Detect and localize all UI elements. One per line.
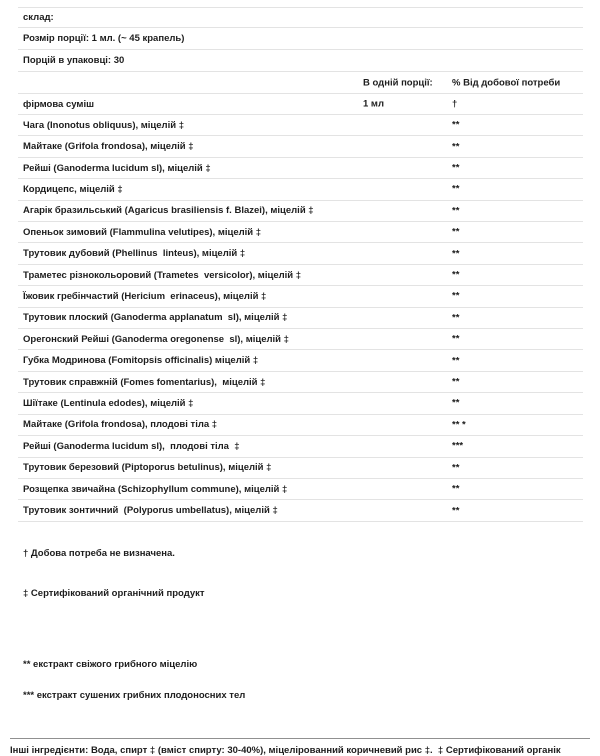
footnote-daily-need: † Добова потреба не визначена. bbox=[23, 547, 175, 559]
ingredient-dv: ** bbox=[452, 462, 460, 474]
ingredient-row bbox=[18, 415, 583, 436]
footnote-extract-group bbox=[23, 639, 600, 723]
ingredient-dv: ** bbox=[452, 162, 460, 174]
ingredient-name: Опеньок зимовий (Flammulina velutipes), міцелій ‡ bbox=[23, 226, 262, 238]
ingredient-dv: ** bbox=[452, 248, 460, 260]
ingredient-row bbox=[18, 436, 583, 457]
footnote-fresh-mycelium: ** екстракт свіжого грибного міцелію bbox=[23, 658, 198, 670]
ingredient-dv: ** bbox=[452, 505, 460, 517]
blend-name: фірмова суміш bbox=[23, 98, 94, 110]
ingredient-name: Трутовик березовий (Piptoporus betulinus), міцелій ‡ bbox=[23, 462, 272, 474]
ingredient-row bbox=[18, 265, 583, 286]
table-header-row bbox=[18, 72, 583, 94]
servings-per-container-text: Порцій в упаковці: 30 bbox=[23, 55, 125, 66]
ingredient-dv: ** bbox=[452, 397, 460, 409]
other-ingredients-text: Інші інгредієнти: Вода, спирт ‡ (вміст спирту: 30-40%), міцелірованний коричневий рис ‡. ‡ Сертифікований органік bbox=[10, 744, 561, 756]
footnote-certified-organic: ‡ Сертифікований органічний продукт bbox=[23, 587, 205, 599]
bottom-divider bbox=[10, 738, 590, 739]
ingredient-dv: ** bbox=[452, 355, 460, 367]
ingredient-dv: ** bbox=[452, 290, 460, 302]
ingredient-name: Кордицепс, міцелій ‡ bbox=[23, 183, 123, 195]
ingredient-row bbox=[18, 372, 583, 393]
ingredient-row bbox=[18, 158, 583, 179]
ingredient-name: Шіїтаке (Lentinula edodes), міцелій ‡ bbox=[23, 397, 194, 409]
ingredient-row bbox=[18, 222, 583, 243]
ingredient-name: Їжовик гребінчастий (Hericium erinaceus), міцелій ‡ bbox=[23, 290, 267, 302]
ingredient-dv: ** bbox=[452, 376, 460, 388]
ingredient-row bbox=[18, 286, 583, 307]
per-serving-column-header: В одній порції: bbox=[363, 77, 433, 88]
ingredient-dv: ** bbox=[452, 312, 460, 324]
ingredient-row bbox=[18, 136, 583, 157]
ingredient-name: Чага (Inonotus obliquus), міцелій ‡ bbox=[23, 119, 184, 131]
ingredient-name: Трутовик дубовий (Phellinus linteus), міцелій ‡ bbox=[23, 248, 246, 260]
daily-value-column-header: % Від добової потреби bbox=[452, 77, 561, 88]
ingredient-name: Розщепка звичайна (Schizophyllum commune), міцелій ‡ bbox=[23, 483, 288, 495]
footnotes bbox=[0, 522, 600, 734]
ingredient-row bbox=[18, 308, 583, 329]
ingredient-row bbox=[18, 329, 583, 350]
serving-size-text: Розмір порції: 1 мл. (~ 45 крапель) bbox=[23, 33, 185, 44]
ingredient-dv: *** bbox=[452, 440, 464, 452]
ingredient-dv: ** bbox=[452, 269, 460, 281]
ingredient-rows bbox=[18, 115, 583, 522]
ingredient-row bbox=[18, 500, 583, 521]
blend-dv: † bbox=[452, 98, 458, 110]
ingredient-dv: ** bbox=[452, 205, 460, 217]
ingredient-row bbox=[18, 393, 583, 414]
proprietary-blend-row bbox=[18, 94, 583, 115]
ingredient-name: Трутовик справжній (Fomes fomentarius), міцелій ‡ bbox=[23, 376, 266, 388]
ingredient-name: Траметес різнокольоровий (Trametes versicolor), міцелій ‡ bbox=[23, 269, 302, 281]
ingredient-row bbox=[18, 479, 583, 500]
ingredient-row bbox=[18, 179, 583, 200]
ingredient-row bbox=[18, 458, 583, 479]
servings-per-container-row bbox=[18, 50, 583, 72]
ingredient-name: Губка Модринова (Fomitopsis officinalis) міцелій ‡ bbox=[23, 355, 259, 367]
composition-row bbox=[18, 8, 583, 28]
ingredient-dv: ** bbox=[452, 183, 460, 195]
ingredient-dv: ** bbox=[452, 483, 460, 495]
ingredient-row bbox=[18, 201, 583, 222]
ingredient-name: Рейші (Ganoderma lucidum sl), міцелій ‡ bbox=[23, 162, 211, 174]
footnote-dried-fruiting: *** екстракт сушених грибних плодоносних тел bbox=[23, 690, 246, 702]
ingredient-row bbox=[18, 350, 583, 371]
ingredient-name: Трутовик зонтичний (Polyporus umbellatus), міцелій ‡ bbox=[23, 505, 278, 517]
ingredient-name: Орегонский Рейші (Ganoderma oregonense sl), міцелій ‡ bbox=[23, 333, 289, 345]
ingredient-name: Майтаке (Grifola frondosa), плодові тіла ‡ bbox=[23, 419, 218, 431]
ingredient-name: Рейші (Ganoderma lucidum sl), плодові тіла ‡ bbox=[23, 440, 240, 452]
ingredient-name: Агарік бразильський (Agaricus brasiliensis f. Blazei), міцелій ‡ bbox=[23, 205, 314, 217]
composition-label: склад: bbox=[23, 12, 54, 23]
ingredient-row bbox=[18, 243, 583, 264]
serving-size-row bbox=[18, 28, 583, 50]
ingredient-dv: ** bbox=[452, 119, 460, 131]
supplement-facts-panel bbox=[18, 7, 583, 522]
ingredient-dv: ** bbox=[452, 141, 460, 153]
ingredient-name: Майтаке (Grifola frondosa), міцелій ‡ bbox=[23, 141, 194, 153]
ingredient-dv: ** bbox=[452, 226, 460, 238]
ingredient-row bbox=[18, 115, 583, 136]
blend-amount: 1 мл bbox=[363, 98, 384, 110]
ingredient-dv: ** bbox=[452, 333, 460, 345]
ingredient-dv: ** * bbox=[452, 419, 466, 431]
ingredient-name: Трутовик плоский (Ganoderma applanatum sl), міцелій ‡ bbox=[23, 312, 288, 324]
